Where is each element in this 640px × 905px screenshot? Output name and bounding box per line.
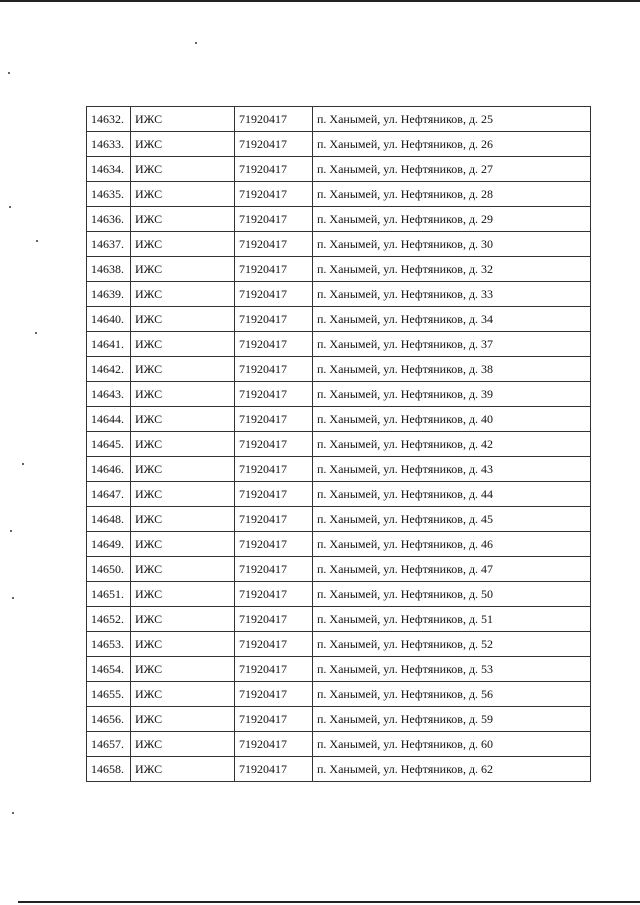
table-row (87, 107, 591, 132)
row-number-cell: 14650. (87, 557, 131, 582)
object-type-cell: ИЖС (131, 282, 235, 307)
address-cell: п. Ханымей, ул. Нефтяников, д. 27 (313, 157, 591, 182)
address-cell: п. Ханымей, ул. Нефтяников, д. 37 (313, 332, 591, 357)
address-cell: п. Ханымей, ул. Нефтяников, д. 42 (313, 432, 591, 457)
table-row (87, 232, 591, 257)
address-cell: п. Ханымей, ул. Нефтяников, д. 39 (313, 382, 591, 407)
address-cell: п. Ханымей, ул. Нефтяников, д. 25 (313, 107, 591, 132)
scan-speck (9, 206, 11, 208)
registry-table (86, 106, 591, 782)
oktmo-code-cell: 71920417 (235, 207, 313, 232)
row-number-cell: 14649. (87, 532, 131, 557)
address-cell: п. Ханымей, ул. Нефтяников, д. 43 (313, 457, 591, 482)
address-cell: п. Ханымей, ул. Нефтяников, д. 44 (313, 482, 591, 507)
row-number-cell: 14657. (87, 732, 131, 757)
table-row (87, 632, 591, 657)
oktmo-code-cell: 71920417 (235, 432, 313, 457)
oktmo-code-cell: 71920417 (235, 407, 313, 432)
address-cell: п. Ханымей, ул. Нефтяников, д. 62 (313, 757, 591, 782)
object-type-cell: ИЖС (131, 532, 235, 557)
row-number-cell: 14641. (87, 332, 131, 357)
row-number-cell: 14648. (87, 507, 131, 532)
object-type-cell: ИЖС (131, 632, 235, 657)
table-row (87, 732, 591, 757)
address-cell: п. Ханымей, ул. Нефтяников, д. 30 (313, 232, 591, 257)
object-type-cell: ИЖС (131, 132, 235, 157)
scan-speck (36, 240, 38, 242)
oktmo-code-cell: 71920417 (235, 282, 313, 307)
row-number-cell: 14655. (87, 682, 131, 707)
row-number-cell: 14647. (87, 482, 131, 507)
oktmo-code-cell: 71920417 (235, 332, 313, 357)
address-cell: п. Ханымей, ул. Нефтяников, д. 26 (313, 132, 591, 157)
oktmo-code-cell: 71920417 (235, 307, 313, 332)
object-type-cell: ИЖС (131, 457, 235, 482)
row-number-cell: 14642. (87, 357, 131, 382)
row-number-cell: 14634. (87, 157, 131, 182)
address-cell: п. Ханымей, ул. Нефтяников, д. 51 (313, 607, 591, 632)
object-type-cell: ИЖС (131, 207, 235, 232)
object-type-cell: ИЖС (131, 607, 235, 632)
row-number-cell: 14635. (87, 182, 131, 207)
object-type-cell: ИЖС (131, 157, 235, 182)
scan-speck (22, 463, 24, 465)
table-row (87, 382, 591, 407)
address-cell: п. Ханымей, ул. Нефтяников, д. 34 (313, 307, 591, 332)
table-row (87, 682, 591, 707)
object-type-cell: ИЖС (131, 382, 235, 407)
object-type-cell: ИЖС (131, 707, 235, 732)
oktmo-code-cell: 71920417 (235, 632, 313, 657)
table-row (87, 282, 591, 307)
bottom-edge-rule (18, 901, 640, 903)
object-type-cell: ИЖС (131, 557, 235, 582)
oktmo-code-cell: 71920417 (235, 732, 313, 757)
object-type-cell: ИЖС (131, 482, 235, 507)
object-type-cell: ИЖС (131, 507, 235, 532)
oktmo-code-cell: 71920417 (235, 607, 313, 632)
object-type-cell: ИЖС (131, 657, 235, 682)
row-number-cell: 14640. (87, 307, 131, 332)
oktmo-code-cell: 71920417 (235, 582, 313, 607)
address-cell: п. Ханымей, ул. Нефтяников, д. 47 (313, 557, 591, 582)
row-number-cell: 14653. (87, 632, 131, 657)
address-cell: п. Ханымей, ул. Нефтяников, д. 56 (313, 682, 591, 707)
table-row (87, 607, 591, 632)
oktmo-code-cell: 71920417 (235, 532, 313, 557)
oktmo-code-cell: 71920417 (235, 382, 313, 407)
address-cell: п. Ханымей, ул. Нефтяников, д. 53 (313, 657, 591, 682)
scan-speck (35, 332, 37, 334)
object-type-cell: ИЖС (131, 232, 235, 257)
address-cell: п. Ханымей, ул. Нефтяников, д. 40 (313, 407, 591, 432)
address-cell: п. Ханымей, ул. Нефтяников, д. 59 (313, 707, 591, 732)
row-number-cell: 14632. (87, 107, 131, 132)
row-number-cell: 14636. (87, 207, 131, 232)
object-type-cell: ИЖС (131, 107, 235, 132)
table-row (87, 532, 591, 557)
row-number-cell: 14645. (87, 432, 131, 457)
table-row (87, 457, 591, 482)
oktmo-code-cell: 71920417 (235, 157, 313, 182)
object-type-cell: ИЖС (131, 582, 235, 607)
table-row (87, 357, 591, 382)
table-row (87, 257, 591, 282)
scan-speck (10, 530, 12, 532)
row-number-cell: 14652. (87, 607, 131, 632)
object-type-cell: ИЖС (131, 757, 235, 782)
row-number-cell: 14646. (87, 457, 131, 482)
registry-table-body (87, 107, 591, 782)
table-row (87, 757, 591, 782)
table-row (87, 557, 591, 582)
address-cell: п. Ханымей, ул. Нефтяников, д. 28 (313, 182, 591, 207)
top-edge-rule (0, 0, 640, 2)
address-cell: п. Ханымей, ул. Нефтяников, д. 52 (313, 632, 591, 657)
oktmo-code-cell: 71920417 (235, 757, 313, 782)
oktmo-code-cell: 71920417 (235, 682, 313, 707)
row-number-cell: 14637. (87, 232, 131, 257)
table-row (87, 582, 591, 607)
table-row (87, 707, 591, 732)
row-number-cell: 14639. (87, 282, 131, 307)
table-row (87, 407, 591, 432)
oktmo-code-cell: 71920417 (235, 132, 313, 157)
row-number-cell: 14638. (87, 257, 131, 282)
object-type-cell: ИЖС (131, 732, 235, 757)
table-row (87, 332, 591, 357)
oktmo-code-cell: 71920417 (235, 357, 313, 382)
oktmo-code-cell: 71920417 (235, 557, 313, 582)
row-number-cell: 14658. (87, 757, 131, 782)
oktmo-code-cell: 71920417 (235, 507, 313, 532)
row-number-cell: 14654. (87, 657, 131, 682)
row-number-cell: 14643. (87, 382, 131, 407)
row-number-cell: 14656. (87, 707, 131, 732)
table-row (87, 432, 591, 457)
oktmo-code-cell: 71920417 (235, 257, 313, 282)
table-row (87, 132, 591, 157)
oktmo-code-cell: 71920417 (235, 707, 313, 732)
scan-speck (8, 72, 10, 74)
oktmo-code-cell: 71920417 (235, 482, 313, 507)
scan-speck (12, 812, 14, 814)
object-type-cell: ИЖС (131, 357, 235, 382)
table-row (87, 182, 591, 207)
object-type-cell: ИЖС (131, 407, 235, 432)
row-number-cell: 14644. (87, 407, 131, 432)
address-cell: п. Ханымей, ул. Нефтяников, д. 46 (313, 532, 591, 557)
scan-speck (12, 597, 14, 599)
oktmo-code-cell: 71920417 (235, 182, 313, 207)
object-type-cell: ИЖС (131, 332, 235, 357)
oktmo-code-cell: 71920417 (235, 457, 313, 482)
address-cell: п. Ханымей, ул. Нефтяников, д. 50 (313, 582, 591, 607)
address-cell: п. Ханымей, ул. Нефтяников, д. 45 (313, 507, 591, 532)
address-cell: п. Ханымей, ул. Нефтяников, д. 60 (313, 732, 591, 757)
row-number-cell: 14633. (87, 132, 131, 157)
address-cell: п. Ханымей, ул. Нефтяников, д. 29 (313, 207, 591, 232)
address-cell: п. Ханымей, ул. Нефтяников, д. 32 (313, 257, 591, 282)
table-row (87, 207, 591, 232)
oktmo-code-cell: 71920417 (235, 107, 313, 132)
table-row (87, 657, 591, 682)
object-type-cell: ИЖС (131, 257, 235, 282)
table-row (87, 157, 591, 182)
address-cell: п. Ханымей, ул. Нефтяников, д. 38 (313, 357, 591, 382)
object-type-cell: ИЖС (131, 432, 235, 457)
table-row (87, 307, 591, 332)
address-cell: п. Ханымей, ул. Нефтяников, д. 33 (313, 282, 591, 307)
object-type-cell: ИЖС (131, 682, 235, 707)
scan-speck (195, 42, 197, 44)
oktmo-code-cell: 71920417 (235, 657, 313, 682)
row-number-cell: 14651. (87, 582, 131, 607)
table-row (87, 482, 591, 507)
table-row (87, 507, 591, 532)
oktmo-code-cell: 71920417 (235, 232, 313, 257)
object-type-cell: ИЖС (131, 182, 235, 207)
object-type-cell: ИЖС (131, 307, 235, 332)
